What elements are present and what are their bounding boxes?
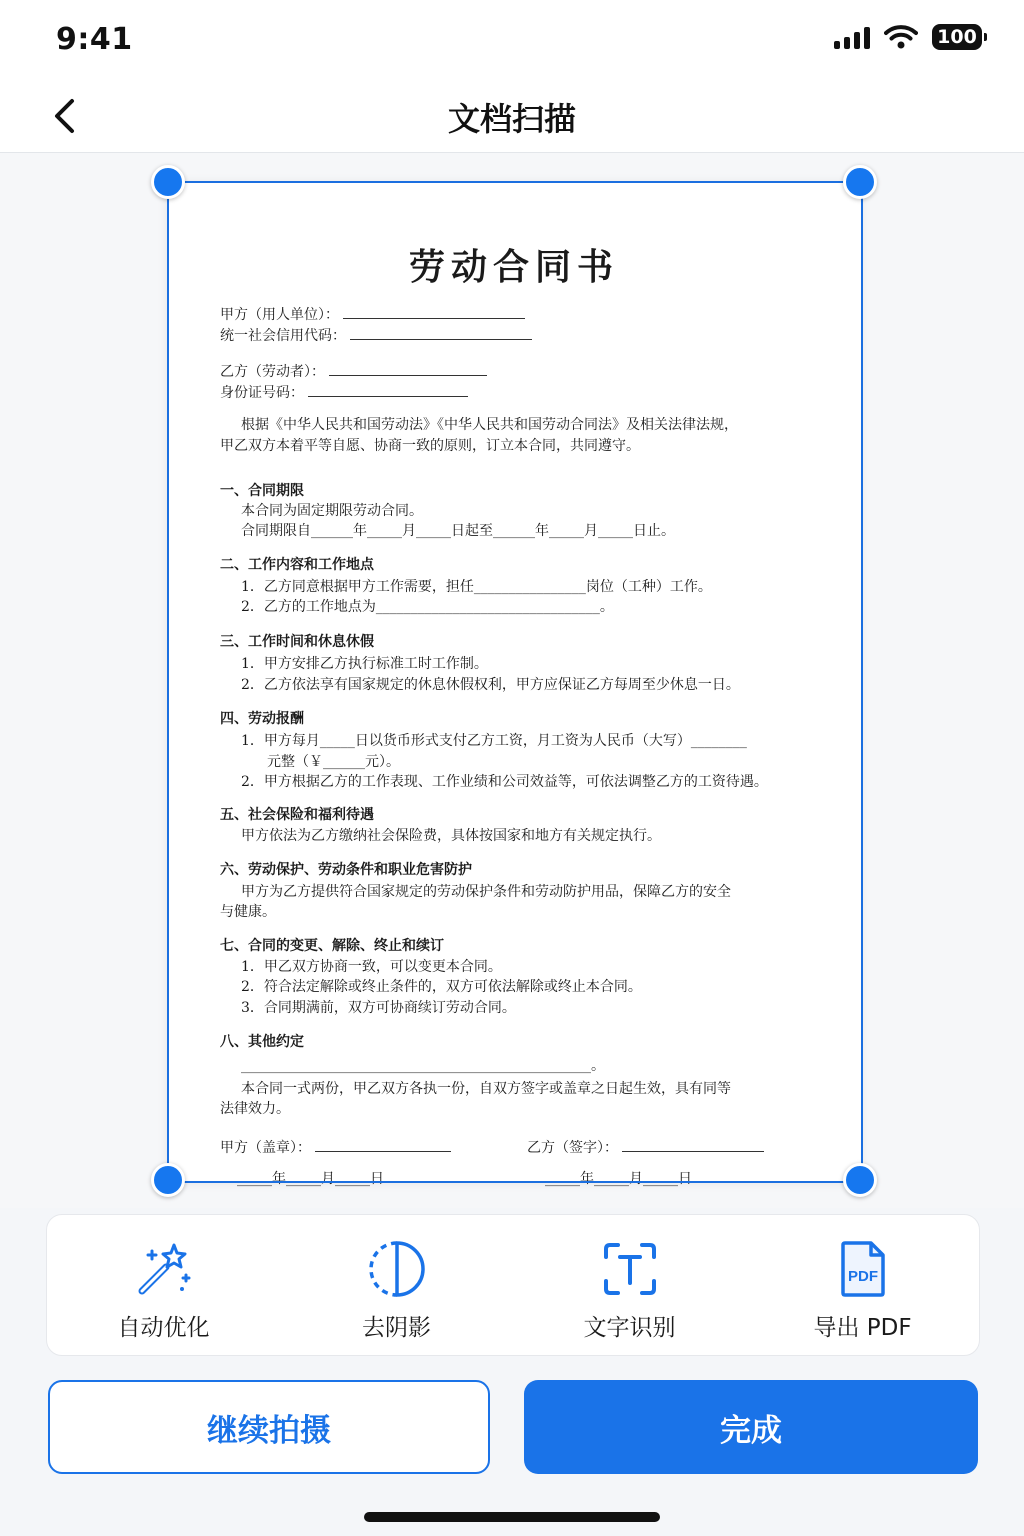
tool-label: 文字识别 <box>583 1315 676 1341</box>
doc-line: 甲方依法为乙方缴纳社会保险费，具体按国家和地方有关规定执行。 <box>241 828 661 844</box>
done-button[interactable]: 完成 <box>524 1380 978 1474</box>
shadow-removal-icon <box>365 1237 429 1301</box>
doc-line: 2．乙方依法享有国家规定的休息休假权利，甲方应保证乙方每周至少休息一日。 <box>241 677 740 693</box>
section-heading: 四、劳动报酬 <box>220 711 304 727</box>
doc-line: 元整（￥______元）。 <box>267 754 400 770</box>
home-indicator <box>364 1512 660 1522</box>
magic-wand-icon <box>132 1237 196 1301</box>
signature-line-party-b: 乙方（签字）： <box>527 1137 764 1158</box>
text-recognition-icon <box>598 1237 662 1301</box>
section-heading: 一、合同期限 <box>220 483 304 499</box>
page-title: 文档扫描 <box>447 100 576 138</box>
doc-line: 1．甲方每月_____日以货币形式支付乙方工资，月工资为人民币（大写）________ <box>241 733 747 749</box>
tool-label: 自动优化 <box>117 1315 210 1341</box>
section-heading: 八、其他约定 <box>220 1034 304 1050</box>
section-heading: 五、社会保险和福利待遇 <box>220 807 374 823</box>
doc-line: 法律效力。 <box>220 1101 290 1117</box>
crop-handle-top-right[interactable] <box>843 165 877 199</box>
status-time: 9:41 <box>56 22 133 57</box>
doc-line: 2．甲方根据乙方的工作表现、工作业绩和公司效益等，可依法调整乙方的工资待遇。 <box>241 774 768 790</box>
doc-line: 3．合同期满前，双方可协商续订劳动合同。 <box>241 1000 516 1016</box>
status-bar <box>0 0 1024 80</box>
crop-handle-top-left[interactable] <box>151 165 185 199</box>
doc-line: 统一社会信用代码： <box>220 325 532 346</box>
export-pdf-button[interactable] <box>746 1215 979 1355</box>
doc-line: 合同期限自______年_____月_____日起至______年_____月_____日止。 <box>241 523 675 539</box>
crop-handle-bottom-left[interactable] <box>151 1163 185 1197</box>
battery-level: 100 <box>937 26 977 48</box>
remove-shadow-button[interactable] <box>280 1215 513 1355</box>
section-heading: 六、劳动保护、劳动条件和职业危害防护 <box>220 862 472 878</box>
doc-line: __________________________________________________。 <box>241 1058 605 1074</box>
doc-line: 本合同为固定期限劳动合同。 <box>241 503 423 519</box>
signal-icon <box>834 25 870 49</box>
auto-enhance-button[interactable] <box>47 1215 280 1355</box>
wifi-icon <box>884 24 918 50</box>
tools-panel <box>46 1214 980 1356</box>
document-title: 劳动合同书 <box>408 246 619 288</box>
battery-icon <box>932 24 982 50</box>
date-line-party-a: _____年_____月_____日 <box>237 1171 384 1187</box>
doc-line: 本合同一式两份，甲乙双方各执一份，自双方签字或盖章之日起生效，具有同等 <box>241 1081 731 1097</box>
doc-line: 乙方（劳动者）： <box>220 361 487 382</box>
doc-line: 与健康。 <box>220 904 276 920</box>
doc-line: 甲方（用人单位）： <box>220 304 525 325</box>
scan-preview-area <box>0 153 1024 1208</box>
section-heading: 二、工作内容和工作地点 <box>220 557 374 573</box>
doc-line: 甲方为乙方提供符合国家规定的劳动保护条件和劳动防护用品，保障乙方的安全 <box>241 884 731 900</box>
doc-line: 根据《中华人民共和国劳动法》《中华人民共和国劳动合同法》及相关法律法规， <box>241 417 738 433</box>
continue-shooting-button[interactable]: 继续拍摄 <box>48 1380 490 1474</box>
doc-line: 1．甲乙双方协商一致，可以变更本合同。 <box>241 959 502 975</box>
doc-line: 甲乙双方本着平等自愿、协商一致的原则，订立本合同，共同遵守。 <box>220 438 640 454</box>
doc-line: 2．乙方的工作地点为________________________________。 <box>241 599 614 615</box>
pdf-icon-text: PDF <box>847 1268 878 1285</box>
nav-bar <box>0 80 1024 153</box>
tool-label: 去阴影 <box>362 1315 431 1341</box>
status-icons <box>834 24 982 50</box>
doc-line: 1．甲方安排乙方执行标准工时工作制。 <box>241 656 488 672</box>
scanned-document <box>167 181 861 1187</box>
crop-handle-bottom-right[interactable] <box>843 1163 877 1197</box>
tool-label: 导出 PDF <box>813 1315 912 1341</box>
section-heading: 七、合同的变更、解除、终止和续订 <box>220 938 444 954</box>
section-heading: 三、工作时间和休息休假 <box>220 634 374 650</box>
date-line-party-b: _____年_____月_____日 <box>545 1171 692 1187</box>
doc-line: 2．符合法定解除或终止条件的，双方可依法解除或终止本合同。 <box>241 979 642 995</box>
doc-line: 1．乙方同意根据甲方工作需要，担任________________岗位（工种）工作。 <box>241 579 712 595</box>
pdf-file-icon <box>831 1237 895 1301</box>
doc-line: 身份证号码： <box>220 382 468 403</box>
text-recognition-button[interactable] <box>513 1215 746 1355</box>
signature-line-party-a: 甲方（盖章）： <box>220 1137 451 1158</box>
